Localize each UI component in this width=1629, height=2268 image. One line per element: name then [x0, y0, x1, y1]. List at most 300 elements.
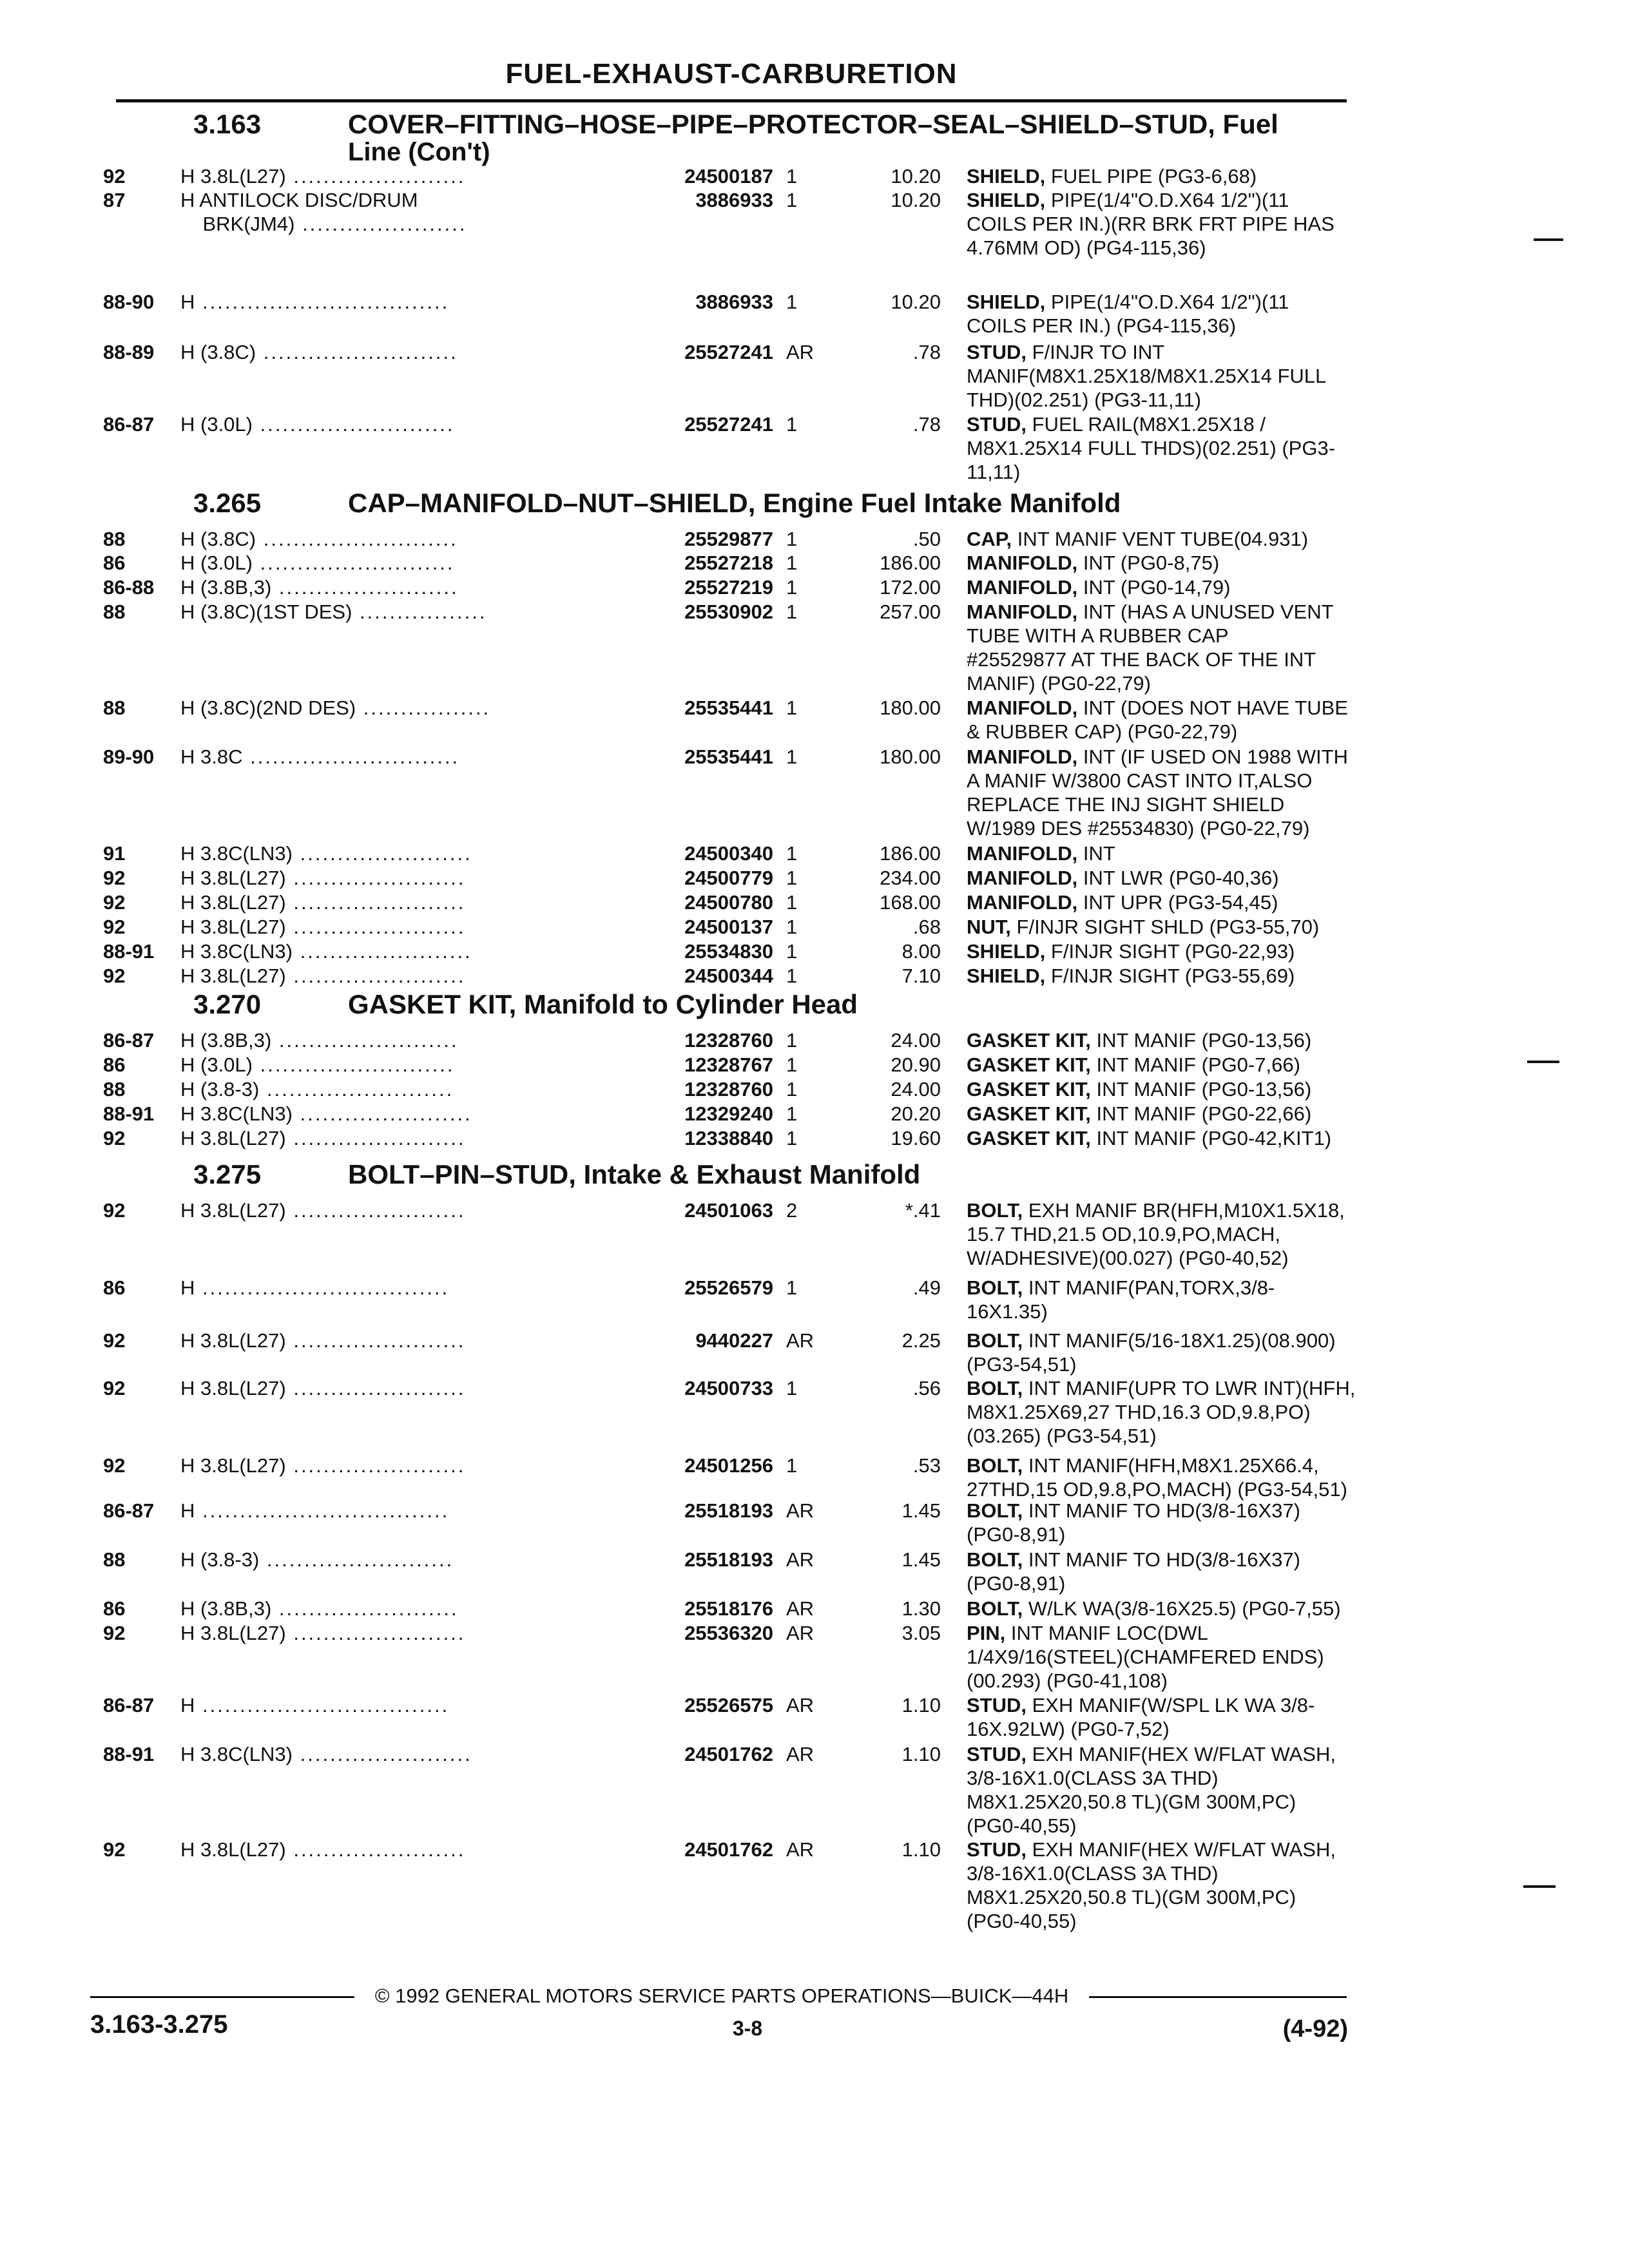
- quantity: AR: [786, 1329, 815, 1352]
- description-detail: INT MANIF (PG0-7,66): [1096, 1053, 1300, 1076]
- description: [967, 939, 1443, 963]
- description-detail: INT MANIF VENT TUBE(04.931): [1017, 528, 1309, 550]
- part-number: 12338840: [684, 1127, 773, 1149]
- section-number: 3.275: [193, 1159, 262, 1189]
- dot-leader: ........................: [271, 576, 459, 599]
- price: 186.00: [880, 552, 941, 574]
- model-year: 92: [103, 1622, 126, 1644]
- part-number: 25518176: [684, 1597, 773, 1620]
- model-year: 92: [103, 965, 126, 987]
- description-part-name: GASKET KIT,: [967, 1127, 1091, 1149]
- description-detail: FUEL PIPE (PG3-6,68): [1050, 165, 1257, 187]
- dot-leader: .......................: [285, 867, 466, 889]
- dot-leader: ..........................: [256, 528, 458, 550]
- section-title: [193, 488, 1353, 518]
- application: H 3.8L(L27) .......................: [180, 1377, 466, 1399]
- application: H 3.8L(L27) .......................: [180, 891, 466, 914]
- application: H .................................: [180, 1694, 450, 1716]
- dot-leader: .................................: [195, 1694, 450, 1716]
- quantity: 1: [786, 1276, 798, 1299]
- price: 1.45: [901, 1548, 941, 1571]
- description-part-name: SHIELD,: [967, 165, 1046, 187]
- price: .78: [912, 413, 941, 436]
- margin-mark: [1534, 238, 1563, 241]
- dot-leader: .......................: [293, 1743, 472, 1765]
- description-part-name: MANIFOLD,: [967, 552, 1078, 574]
- model-year: 88-90: [103, 291, 155, 313]
- description: [967, 551, 1443, 575]
- description-part-name: MANIFOLD,: [967, 891, 1078, 914]
- part-number: 25527241: [684, 413, 773, 436]
- price: 168.00: [880, 891, 941, 914]
- model-year: 92: [103, 1199, 126, 1222]
- price: 8.00: [901, 940, 941, 963]
- description-detail: INT MANIF(PAN,TORX,3/8- 16X1.35): [967, 1276, 1275, 1323]
- dot-leader: .......................: [285, 165, 466, 187]
- description: [967, 1102, 1443, 1126]
- application: H 3.8C(LN3) .......................: [180, 1102, 472, 1125]
- quantity: 1: [786, 1078, 798, 1100]
- dot-leader: .......................: [293, 940, 472, 963]
- part-number: 25529877: [684, 528, 773, 550]
- description-detail: INT MANIF (PG0-42,KIT1): [1096, 1127, 1332, 1149]
- price: 1.30: [901, 1597, 941, 1620]
- description-part-name: STUD,: [967, 341, 1027, 363]
- description: [967, 1454, 1443, 1501]
- price: 10.20: [891, 189, 941, 211]
- quantity: 1: [786, 965, 798, 987]
- description-detail: EXH MANIF BR(HFH,M10X1.5X18, 15.7 THD,21.5 OD,10.9,PO,MACH, W/ADHESIVE)(00.027) (PG0-40,52): [967, 1199, 1345, 1269]
- model-year: 88: [103, 697, 126, 719]
- description-detail: INT: [1083, 842, 1115, 865]
- footer-copyright: © 1992 GENERAL MOTORS SERVICE PARTS OPERATIONS—BUICK—44H: [374, 1984, 1069, 2007]
- description-part-name: SHIELD,: [967, 965, 1046, 987]
- part-number: 25535441: [684, 745, 773, 768]
- application: H 3.8C(LN3) .......................: [180, 1743, 472, 1765]
- section-title: [193, 1160, 1353, 1189]
- application: H 3.8L(L27) .......................: [180, 1199, 466, 1222]
- application: H (3.0L) ..........................: [180, 552, 455, 574]
- dot-leader: ..........................: [256, 341, 458, 363]
- price: .53: [912, 1454, 941, 1477]
- dot-leader: ..........................: [252, 1053, 455, 1076]
- price: 2.25: [901, 1329, 941, 1352]
- price: 3.05: [901, 1622, 941, 1644]
- section-heading: GASKET KIT, Manifold to Cylinder Head: [348, 989, 858, 1019]
- application: H (3.8-3) .........................: [180, 1548, 454, 1571]
- description-detail: INT (HAS A UNUSED VENT TUBE WITH A RUBBER CAP #25529877 AT THE BACK OF THE INT MANIF) (PG0-22,79): [967, 601, 1334, 695]
- dot-leader: .................................: [195, 291, 450, 313]
- description-part-name: STUD,: [967, 1694, 1027, 1716]
- description: [967, 1548, 1443, 1595]
- model-year: 92: [103, 1377, 126, 1399]
- part-number: 12329240: [684, 1102, 773, 1125]
- description: [967, 575, 1443, 599]
- description: [967, 1126, 1443, 1150]
- model-year: 89-90: [103, 745, 155, 768]
- description-part-name: MANIFOLD,: [967, 697, 1078, 719]
- description: [967, 188, 1443, 260]
- quantity: 1: [786, 1029, 798, 1052]
- model-year: 92: [103, 891, 126, 914]
- quantity: AR: [786, 1694, 815, 1716]
- price: 20.90: [891, 1053, 941, 1076]
- model-year: 86-87: [103, 413, 155, 436]
- quantity: 1: [786, 697, 798, 719]
- description-detail: W/LK WA(3/8-16X25.5) (PG0-7,55): [1028, 1597, 1341, 1620]
- quantity: 1: [786, 867, 798, 889]
- part-number: 24500780: [684, 891, 773, 914]
- description-detail: EXH MANIF(W/SPL LK WA 3/8- 16X.92LW) (PG0-7,52): [967, 1694, 1315, 1740]
- section-number: 3.270: [193, 989, 262, 1019]
- description-part-name: GASKET KIT,: [967, 1102, 1091, 1125]
- price: 257.00: [880, 601, 941, 623]
- description: [967, 412, 1443, 484]
- price: *.41: [905, 1199, 941, 1222]
- dot-leader: .................................: [195, 1276, 450, 1299]
- description-part-name: CAP,: [967, 528, 1012, 550]
- description-detail: INT MANIF (PG0-22,66): [1096, 1102, 1312, 1125]
- quantity: AR: [786, 1838, 815, 1861]
- quantity: 1: [786, 745, 798, 768]
- description-part-name: PIN,: [967, 1622, 1006, 1644]
- quantity: 1: [786, 165, 798, 187]
- description: [967, 745, 1443, 840]
- part-number: 24501762: [684, 1743, 773, 1765]
- description: [967, 964, 1443, 988]
- application: H (3.8C)(1ST DES) .................: [180, 601, 487, 623]
- quantity: 2: [786, 1199, 798, 1222]
- price: 234.00: [880, 867, 941, 889]
- description-part-name: MANIFOLD,: [967, 601, 1078, 623]
- price: .78: [912, 341, 941, 363]
- application: H (3.8B,3) ........................: [180, 576, 459, 599]
- footer-rule-left: [90, 1996, 354, 1998]
- part-number: 24500187: [684, 165, 773, 187]
- application: H .................................: [180, 291, 450, 313]
- description: [967, 1198, 1443, 1270]
- description-detail: F/INJR SIGHT (PG0-22,93): [1050, 940, 1295, 963]
- dot-leader: ........................: [271, 1029, 459, 1052]
- description: [967, 340, 1443, 412]
- model-year: 92: [103, 1454, 126, 1477]
- part-number: 25526579: [684, 1276, 773, 1299]
- part-number: 24501256: [684, 1454, 773, 1477]
- description-detail: F/INJR SIGHT (PG3-55,69): [1050, 965, 1295, 987]
- application: H 3.8L(L27) .......................: [180, 1127, 466, 1149]
- description: [967, 1077, 1443, 1101]
- part-number: 25526575: [684, 1694, 773, 1716]
- price: 1.10: [901, 1743, 941, 1765]
- description: [967, 1621, 1443, 1693]
- quantity: 1: [786, 940, 798, 963]
- dot-leader: .......................: [285, 1454, 466, 1477]
- part-number: 12328760: [684, 1029, 773, 1052]
- model-year: 91: [103, 842, 126, 865]
- description: [967, 290, 1443, 338]
- application: H (3.8B,3) ........................: [180, 1029, 459, 1052]
- description-detail: INT MANIF(UPR TO LWR INT)(HFH, M8X1.25X69,27 THD,16.3 OD,9.8,PO) (03.265) (PG3-54,51): [967, 1377, 1356, 1447]
- part-number: 24500340: [684, 842, 773, 865]
- description-part-name: BOLT,: [967, 1499, 1023, 1522]
- description: [967, 841, 1443, 865]
- part-number: 25527218: [684, 552, 773, 574]
- part-number: 3886933: [695, 189, 773, 211]
- description-detail: PIPE(1/4"O.D.X64 1/2")(11 COILS PER IN.)(RR BRK FRT PIPE HAS 4.76MM OD) (PG4-115,36): [967, 189, 1335, 259]
- price: 1.10: [901, 1838, 941, 1861]
- part-number: 24500779: [684, 867, 773, 889]
- description-part-name: STUD,: [967, 413, 1027, 436]
- description: [967, 1597, 1443, 1620]
- description: [967, 1693, 1443, 1741]
- description-part-name: SHIELD,: [967, 940, 1046, 963]
- quantity: 1: [786, 1454, 798, 1477]
- quantity: AR: [786, 1597, 815, 1620]
- part-number: 25527219: [684, 576, 773, 599]
- part-number: 12328767: [684, 1053, 773, 1076]
- price: 24.00: [891, 1029, 941, 1052]
- dot-leader: ............................: [242, 745, 460, 768]
- section-number: 3.163: [193, 109, 262, 139]
- model-year: 88: [103, 528, 126, 550]
- footer-rule-right: [1089, 1996, 1347, 1998]
- description: [967, 1838, 1443, 1933]
- dot-leader: ........................: [271, 1597, 459, 1620]
- price: 186.00: [880, 842, 941, 865]
- description-part-name: NUT,: [967, 916, 1011, 938]
- description-part-name: STUD,: [967, 1838, 1027, 1861]
- model-year: 88: [103, 1078, 126, 1100]
- price: 172.00: [880, 576, 941, 599]
- description: [967, 890, 1443, 914]
- description-detail: F/INJR TO INT MANIF(M8X1.25X18/M8X1.25X14 FULL THD)(02.251) (PG3-11,11): [967, 341, 1327, 411]
- application: H 3.8C(LN3) .......................: [180, 842, 472, 865]
- application: H 3.8C(LN3) .......................: [180, 940, 472, 963]
- model-year: 88: [103, 601, 126, 623]
- part-number: 24500733: [684, 1377, 773, 1399]
- application: H (3.8C) ..........................: [180, 528, 458, 550]
- dot-leader: .......................: [285, 916, 466, 938]
- price: .68: [912, 916, 941, 938]
- dot-leader: .......................: [285, 1329, 466, 1352]
- description-part-name: BOLT,: [967, 1377, 1023, 1399]
- description-detail: INT MANIF(HFH,M8X1.25X66.4, 27THD,15 OD,9.8,PO,MACH) (PG3-54,51): [967, 1454, 1347, 1501]
- section-heading: CAP–MANIFOLD–NUT–SHIELD, Engine Fuel Intake Manifold: [348, 488, 1121, 518]
- quantity: 1: [786, 891, 798, 914]
- description-detail: INT (DOES NOT HAVE TUBE & RUBBER CAP) (PG0-22,79): [967, 697, 1348, 743]
- quantity: AR: [786, 1622, 815, 1644]
- part-number: 3886933: [695, 291, 773, 313]
- description: [967, 164, 1443, 188]
- dot-leader: .......................: [285, 1199, 466, 1222]
- part-number: 25534830: [684, 940, 773, 963]
- description-detail: INT (IF USED ON 1988 WITH A MANIF W/3800 CAST INTO IT,ALSO REPLACE THE INJ SIGHT SHIELD W/1989 DES #25534830) (PG0-22,79): [967, 745, 1348, 840]
- section-number: 3.265: [193, 488, 262, 518]
- dot-leader: ......................: [294, 213, 467, 235]
- model-year: 92: [103, 916, 126, 938]
- model-year: 92: [103, 1127, 126, 1149]
- footer-page-number: 3-8: [732, 2017, 763, 2040]
- model-year: 88: [103, 1548, 126, 1571]
- description: [967, 527, 1443, 551]
- description: [967, 1376, 1443, 1448]
- description: [967, 1499, 1443, 1546]
- dot-leader: .......................: [293, 1102, 472, 1125]
- description: [967, 1276, 1443, 1323]
- price: 7.10: [901, 965, 941, 987]
- description-part-name: GASKET KIT,: [967, 1029, 1091, 1052]
- quantity: 1: [786, 842, 798, 865]
- margin-mark: [1523, 1885, 1556, 1888]
- dot-leader: .......................: [293, 842, 472, 865]
- dot-leader: .................................: [195, 1499, 450, 1522]
- model-year: 88-89: [103, 341, 155, 363]
- description-part-name: GASKET KIT,: [967, 1053, 1091, 1076]
- section-heading: BOLT–PIN–STUD, Intake & Exhaust Manifold: [348, 1159, 921, 1189]
- quantity: 1: [786, 1102, 798, 1125]
- dot-leader: .........................: [259, 1548, 454, 1571]
- price: .49: [912, 1276, 941, 1299]
- part-number: 25518193: [684, 1499, 773, 1522]
- description-part-name: MANIFOLD,: [967, 867, 1078, 889]
- model-year: 92: [103, 867, 126, 889]
- description-detail: INT MANIF (PG0-13,56): [1096, 1078, 1312, 1100]
- quantity: 1: [786, 528, 798, 550]
- description-detail: INT MANIF(5/16-18X1.25)(08.900) (PG3-54,51): [967, 1329, 1336, 1376]
- price: 1.45: [901, 1499, 941, 1522]
- quantity: 1: [786, 552, 798, 574]
- price: 19.60: [891, 1127, 941, 1149]
- price: 10.20: [891, 165, 941, 187]
- description: [967, 600, 1443, 695]
- model-year: 86: [103, 552, 126, 574]
- quantity: 1: [786, 1377, 798, 1399]
- dot-leader: ..........................: [252, 413, 455, 436]
- part-number: 9440227: [695, 1329, 773, 1352]
- quantity: 1: [786, 601, 798, 623]
- section-title: [193, 990, 1353, 1019]
- description-part-name: BOLT,: [967, 1454, 1023, 1477]
- description: [967, 696, 1443, 744]
- price: 10.20: [891, 291, 941, 313]
- application: H (3.0L) ..........................: [180, 1053, 455, 1076]
- description: [967, 1742, 1443, 1838]
- description-detail: F/INJR SIGHT SHLD (PG3-55,70): [1016, 916, 1320, 938]
- application: H 3.8L(L27) .......................: [180, 916, 466, 938]
- quantity: 1: [786, 916, 798, 938]
- description: [967, 915, 1443, 939]
- part-number: 25530902: [684, 601, 773, 623]
- description-detail: INT UPR (PG3-54,45): [1083, 891, 1278, 914]
- margin-mark: [1527, 1061, 1559, 1063]
- description-detail: INT MANIF LOC(DWL 1/4X9/16(STEEL)(CHAMFERED ENDS) (00.293) (PG0-41,108): [967, 1622, 1324, 1692]
- description-part-name: MANIFOLD,: [967, 745, 1078, 768]
- application: H 3.8L(L27) .......................: [180, 1454, 466, 1477]
- description-part-name: BOLT,: [967, 1329, 1023, 1352]
- footer-copyright-line: [90, 1984, 1347, 2010]
- application: H 3.8L(L27) .......................: [180, 965, 466, 987]
- application: H 3.8L(L27) .......................: [180, 1329, 466, 1352]
- description-detail: INT MANIF (PG0-13,56): [1096, 1029, 1312, 1052]
- description-detail: FUEL RAIL(M8X1.25X18 / M8X1.25X14 FULL THDS)(02.251) (PG3- 11,11): [967, 413, 1336, 483]
- description-detail: EXH MANIF(HEX W/FLAT WASH, 3/8-16X1.0(CLASS 3A THD) M8X1.25X20,50.8 TL)(GM 300M,PC) (PG0-40,55): [967, 1838, 1336, 1932]
- model-year: 92: [103, 165, 126, 187]
- application: H (3.8C) ..........................: [180, 341, 458, 363]
- description-part-name: BOLT,: [967, 1199, 1023, 1222]
- part-number: 24500137: [684, 916, 773, 938]
- part-number: 24501063: [684, 1199, 773, 1222]
- section-heading-continued: Line (Con't): [348, 138, 490, 166]
- footer-group-range: 3.163-3.275: [90, 2010, 228, 2039]
- dot-leader: .......................: [285, 965, 466, 987]
- model-year: 86: [103, 1053, 126, 1076]
- description-part-name: GASKET KIT,: [967, 1078, 1091, 1100]
- description-part-name: BOLT,: [967, 1276, 1023, 1299]
- description-part-name: MANIFOLD,: [967, 842, 1078, 865]
- description: [967, 866, 1443, 890]
- part-number: 25518193: [684, 1548, 773, 1571]
- quantity: 1: [786, 1127, 798, 1149]
- description: [967, 1028, 1443, 1052]
- footer-date: (4-92): [1282, 2015, 1348, 2042]
- application: H (3.8-3) .........................: [180, 1078, 454, 1100]
- part-number: 12328760: [684, 1078, 773, 1100]
- quantity: AR: [786, 341, 815, 363]
- description-detail: INT (PG0-14,79): [1083, 576, 1231, 599]
- description-part-name: SHIELD,: [967, 291, 1046, 313]
- description: [967, 1053, 1443, 1077]
- section-heading: COVER–FITTING–HOSE–PIPE–PROTECTOR–SEAL–SHIELD–STUD, Fuel: [348, 109, 1278, 139]
- model-year: 88-91: [103, 940, 155, 963]
- quantity: 1: [786, 576, 798, 599]
- model-year: 88-91: [103, 1102, 155, 1125]
- model-year: 87: [103, 189, 126, 211]
- part-number: 24500344: [684, 965, 773, 987]
- price: .50: [912, 528, 941, 550]
- quantity: AR: [786, 1743, 815, 1765]
- dot-leader: .................: [352, 601, 487, 623]
- description-detail: INT MANIF TO HD(3/8-16X37) (PG0-8,91): [967, 1499, 1300, 1546]
- dot-leader: ..........................: [252, 552, 455, 574]
- price: 180.00: [880, 697, 941, 719]
- model-year: 88-91: [103, 1743, 155, 1765]
- dot-leader: .......................: [285, 891, 466, 914]
- quantity: AR: [786, 1499, 815, 1522]
- application: H 3.8L(L27) .......................: [180, 867, 466, 889]
- description-detail: INT LWR (PG0-40,36): [1083, 867, 1279, 889]
- application: H .................................: [180, 1276, 450, 1299]
- dot-leader: .................: [356, 697, 491, 719]
- model-year: 86: [103, 1597, 126, 1620]
- description-detail: INT MANIF TO HD(3/8-16X37) (PG0-8,91): [967, 1548, 1300, 1595]
- description-part-name: BOLT,: [967, 1548, 1023, 1571]
- model-year: 86-88: [103, 576, 155, 599]
- model-year: 86-87: [103, 1499, 155, 1522]
- quantity: 1: [786, 189, 798, 211]
- description-detail: INT (PG0-8,75): [1083, 552, 1220, 574]
- dot-leader: .......................: [285, 1838, 466, 1861]
- model-year: 86-87: [103, 1029, 155, 1052]
- application: H .................................: [180, 1499, 450, 1522]
- part-number: 24501762: [684, 1838, 773, 1861]
- page-title: FUEL-EXHAUST-CARBURETION: [505, 58, 958, 90]
- description-part-name: BOLT,: [967, 1597, 1023, 1620]
- model-year: 92: [103, 1838, 126, 1861]
- application: H 3.8L(L27) .......................: [180, 1622, 466, 1644]
- description: [967, 1329, 1443, 1376]
- price: .56: [912, 1377, 941, 1399]
- dot-leader: .......................: [285, 1377, 466, 1399]
